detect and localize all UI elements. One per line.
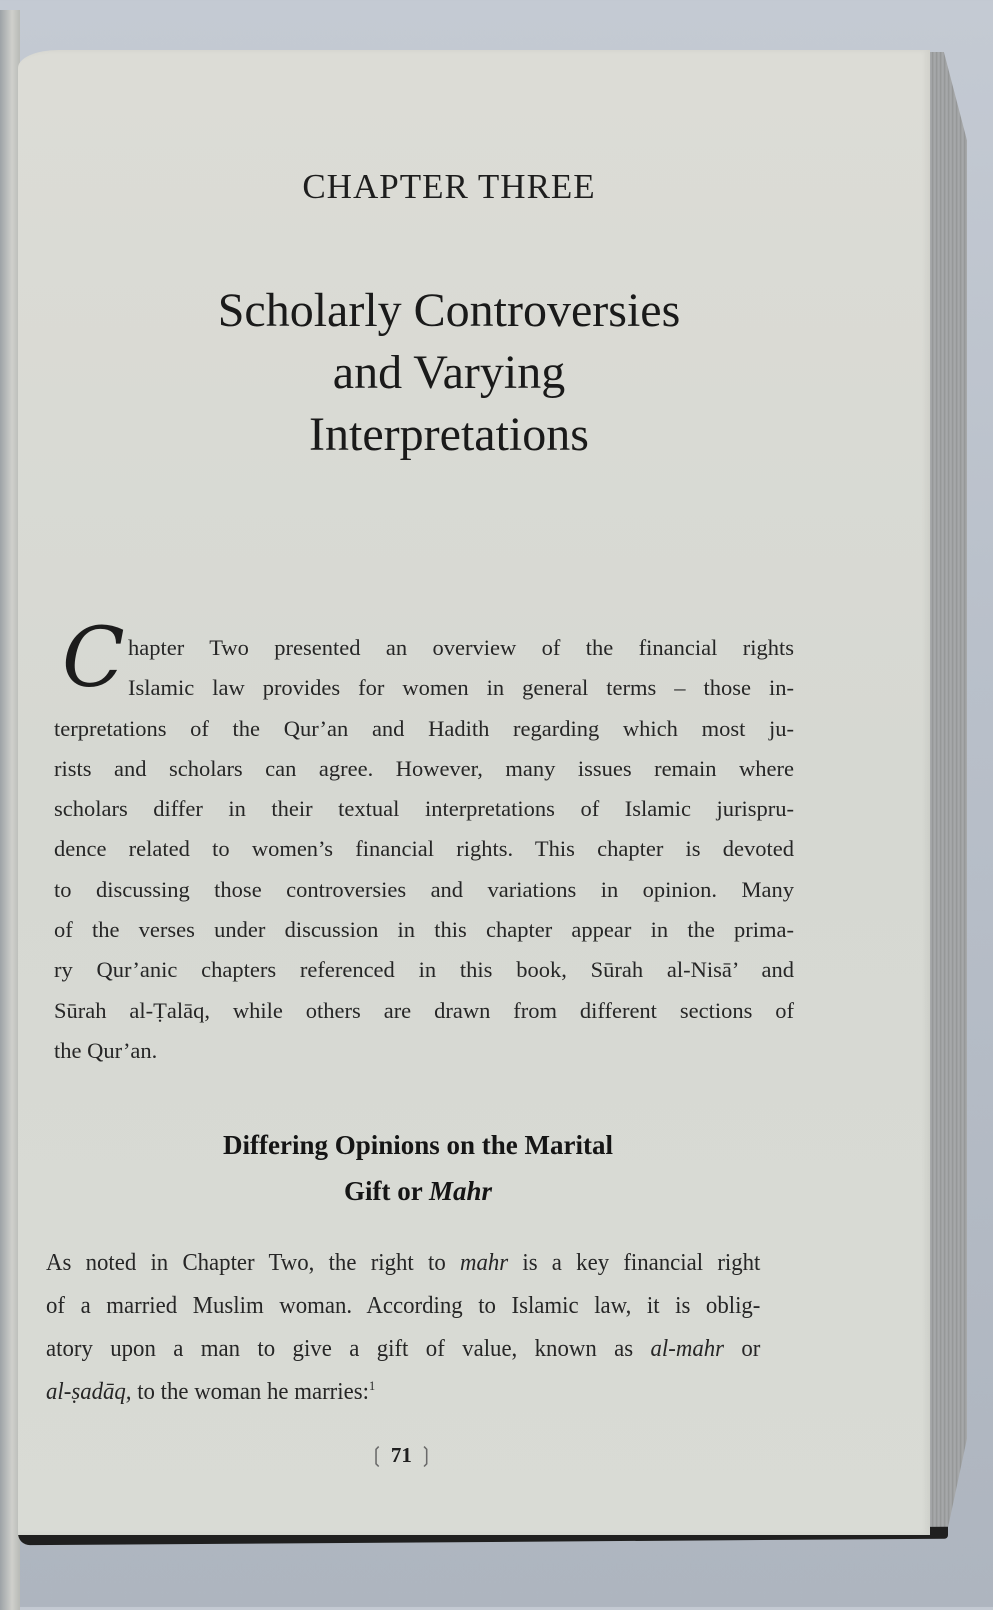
paragraph-line: Islamic law provides for women in general terms – those in- (128, 675, 794, 701)
chapter-label: CHAPTER THREE (302, 167, 596, 206)
page-number (368, 1443, 435, 1468)
paragraph-line: of a married Muslim woman. According to Islamic law, it is oblig- (46, 1293, 761, 1319)
chapter-title-line: Interpretations (309, 408, 589, 461)
paragraph-line: scholars differ in their textual interpretations of Islamic jurispru- (54, 796, 794, 822)
page-number-bracket-right: ❳ (417, 1443, 435, 1467)
chapter-title (18, 280, 880, 466)
paragraph-line: Sūrah al-Ṭalāq, while others are drawn from different sections of (54, 997, 794, 1023)
footnote-reference: 1 (368, 1378, 376, 1393)
italic-term: al-mahr (650, 1336, 725, 1362)
paragraph-line: terpretations of the Qur’an and Hadith regarding which most ju- (54, 715, 794, 741)
intro-paragraph (54, 628, 794, 1071)
paragraph-line: to discussing those controversies and variations in opinion. Many (54, 876, 794, 902)
section-heading (138, 1122, 698, 1214)
paragraph-line: hapter Two presented an overview of the financial rights (128, 635, 794, 660)
paragraph-line (46, 1371, 760, 1414)
chapter-title-line: Scholarly Controversies (217, 284, 681, 337)
text: or (724, 1336, 761, 1362)
previous-page-edge (0, 10, 20, 1610)
text: to the woman he marries: (131, 1379, 369, 1405)
paragraph-line: rists and scholars can agree. However, many issues remain where (54, 755, 794, 781)
drop-cap: C (62, 611, 125, 706)
section-heading-line: Differing Opinions on the Marital (223, 1130, 613, 1160)
page-number-bracket-left: ❲ (368, 1443, 386, 1467)
heading-italic-term: Mahr (428, 1176, 492, 1206)
page-number-value: 71 (390, 1443, 412, 1467)
text: As noted in Chapter Two, the right to (46, 1250, 460, 1276)
text: is a key financial right (508, 1250, 761, 1276)
text: atory upon a man to give a gift of value, known as (46, 1336, 651, 1362)
section-paragraph (46, 1242, 760, 1414)
chapter-title-line: and Varying (332, 346, 566, 399)
italic-term: al-ṣadāq, (46, 1379, 132, 1405)
page-stack-edge (925, 52, 967, 1527)
paragraph-line (46, 1242, 760, 1285)
section-heading-line (138, 1168, 698, 1214)
paragraph-line: ry Qur’anic chapters referenced in this book, Sūrah al-Nisā’ and (54, 957, 794, 983)
italic-term: mahr (459, 1250, 509, 1276)
paragraph-line: the Qur’an. (54, 1037, 158, 1063)
book-page (18, 50, 930, 1535)
heading-text: Gift or (343, 1176, 429, 1206)
paragraph-line: of the verses under discussion in this chapter appear in the prima- (54, 917, 794, 943)
paragraph-line: dence related to women’s financial rights. This chapter is devoted (54, 836, 794, 862)
paragraph-line (46, 1328, 760, 1371)
